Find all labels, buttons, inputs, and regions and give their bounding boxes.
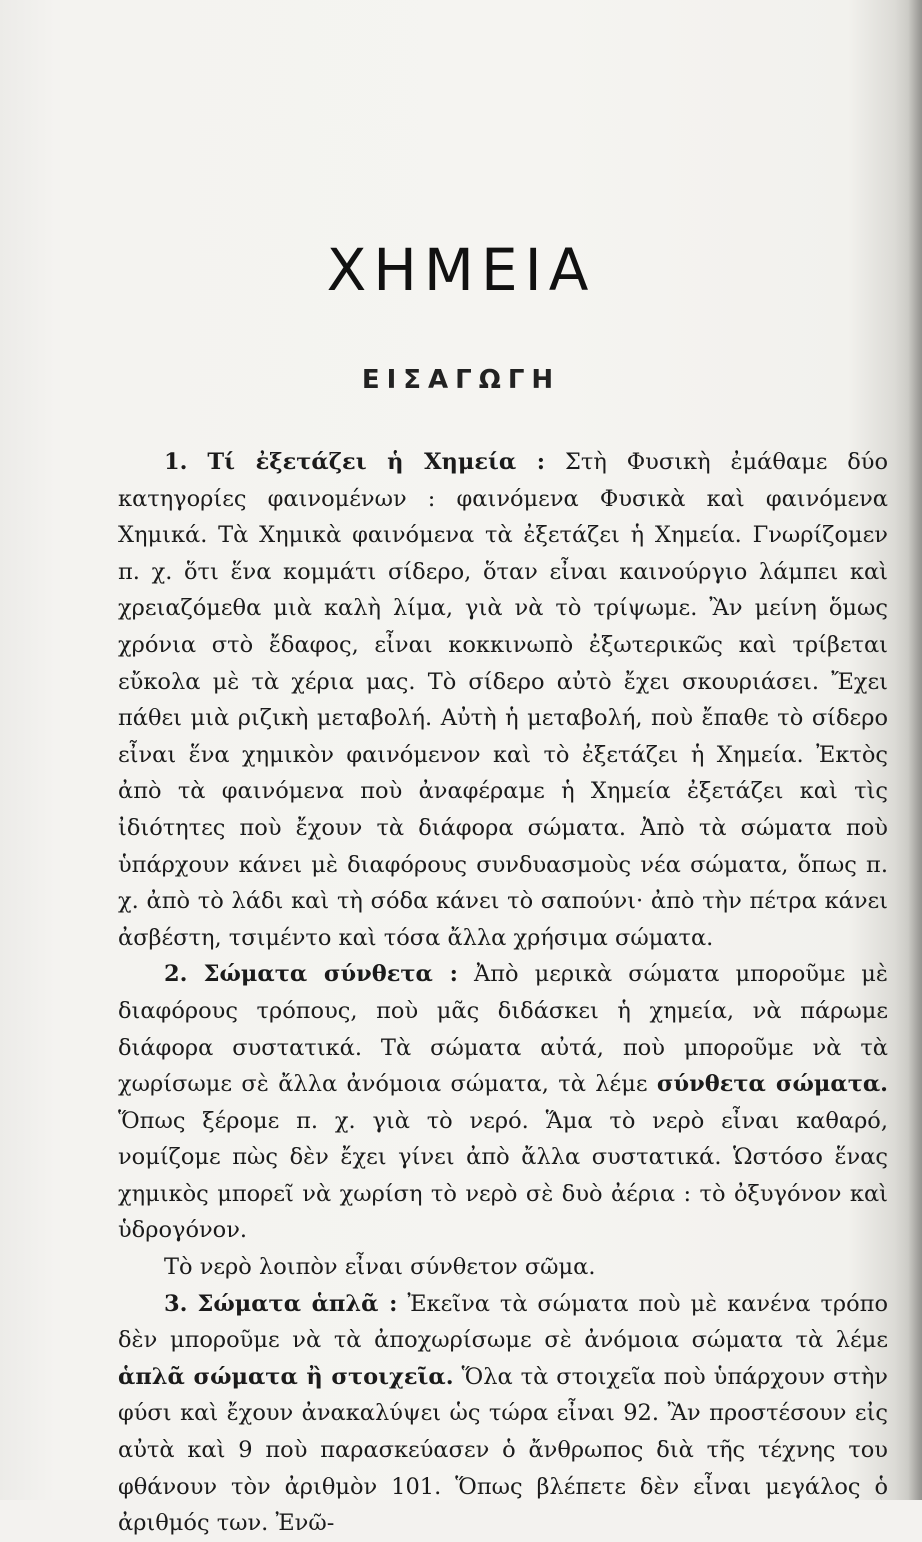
section-2-number: 2. bbox=[164, 961, 188, 988]
section-2-text-a: Ἀπὸ μερικὰ σώματα μποροῦμε μὲ διαφόρους τρόπους, ποὺ μᾶς διδάσκει ἡ χημεία, νὰ πάρωμε διάφορα συστατικά. Τὰ σώματα αὐτά, ποὺ μποροῦμε νὰ τὰ χωρίσωμε σὲ ἄλλα ἀνόμοια σώματα, τὰ λέμε bbox=[118, 961, 889, 1098]
section-3-term: ἁπλᾶ σώματα ἢ στοιχεῖα. bbox=[118, 1363, 454, 1390]
chapter-subtitle: ΕΙΣΑΓΩΓΗ bbox=[361, 365, 561, 395]
section-1-paragraph bbox=[118, 444, 888, 956]
section-1-text: Στὴ Φυσικὴ ἐμάθαμε δύο κατηγορίες φαινομένων : φαινόμενα Φυσικὰ καὶ φαινόμενα Χημικά. Τὰ Χημικὰ φαινόμενα τὰ ἐξετάζει ἡ Χημεία. Γνωρίζομεν π. χ. ὅτι ἕνα κομμάτι σίδερο, ὅταν εἶναι καινούργιο λάμπει καὶ χρειαζόμεθα μιὰ καλὴ λίμα, γιὰ νὰ τὸ τρίψωμε. Ἂν μείνη ὅμως χρόνια στὸ ἔδαφος, εἶναι κοκκινωπὸ ἐξωτερικῶς καὶ τρίβεται εὔκολα μὲ τὰ χέρια μας. Τὸ σίδερο αὐτὸ ἔχει σκουριάσει. Ἔχει πάθει μιὰ ριζικὴ μεταβολή. Αὐτὴ ἡ μεταβολή, ποὺ ἔπαθε τὸ σίδερο εἶναι ἕνα χημικὸν φαινόμενον καὶ τὸ ἐξετάζει ἡ Χημεία. Ἐκτὸς ἀπὸ τὰ φαινόμενα ποὺ ἀναφέραμε ἡ Χημεία ἐξετάζει καὶ τὶς ἰδιότητες ποὺ ἔχουν τὰ διάφορα σώματα. Ἀπὸ τὰ σώματα ποὺ ὑπάρχουν κάνει μὲ διαφόρους συνδυασμοὺς νέα σώματα, ὅπως π. χ. ἀπὸ τὸ λάδι καὶ τὴ σόδα κάνει τὸ σαπούνι· ἀπὸ τὴν πέτρα κάνει ἀσβέστη, τσιμέντο καὶ τόσα ἄλλα χρήσιμα σώματα. bbox=[118, 449, 889, 951]
section-3-paragraph bbox=[118, 1286, 888, 1542]
section-3-text-a: Ἐκεῖνα τὰ σώματα ποὺ μὲ κανένα τρόπο δὲν μποροῦμε νὰ τὰ ἀποχωρίσωμε σὲ ἀνόμοια σώματα τὰ λέμε bbox=[118, 1290, 889, 1354]
section-1-heading: Τί ἐξετάζει ἡ Χημεία : bbox=[207, 449, 546, 475]
section-3-number: 3. bbox=[164, 1290, 188, 1317]
section-2-text-b: Ὅπως ξέρομε π. χ. γιὰ τὸ νερό. Ἅμα τὸ νερὸ εἶναι καθαρό, νομίζομε πὼς δὲν ἔχει γίνει ἀπὸ ἄλλα συστατικά. Ὡστόσο ἕνας χημικὸς μπορεῖ νὰ χωρίση τὸ νερὸ σὲ δυὸ ἀέρια : τὸ ὀξυγόνον καὶ ὑδρογόνον. bbox=[118, 1107, 888, 1244]
section-2-paragraph bbox=[118, 956, 888, 1249]
section-3-heading: Σώματα ἁπλᾶ : bbox=[197, 1290, 398, 1317]
body-text bbox=[118, 444, 888, 1542]
section-2-term: σύνθετα σώματα. bbox=[656, 1071, 888, 1098]
page-title: ΧΗΜΕΙΑ bbox=[326, 236, 596, 304]
section-1-number: 1. bbox=[164, 449, 188, 475]
section-2-heading: Σώματα σύνθετα : bbox=[203, 961, 458, 988]
section-2-extra-paragraph: Τὸ νερὸ λοιπὸν εἶναι σύνθετον σῶμα. bbox=[164, 1254, 596, 1281]
page-edge-shadow bbox=[908, 0, 922, 1500]
section-3-text-b: Ὅλα τὰ στοιχεῖα ποὺ ὑπάρχουν στὴν φύσι καὶ ἔχουν ἀνακαλύψει ὡς τώρα εἶναι 92. Ἂν προστέσουν εἰς αὐτὰ καὶ 9 ποὺ παρασκεύασεν ὁ ἄνθρωπος διὰ τῆς τέχνης του φθάνουν τὸν ἀριθμὸν 101. Ὅπως βλέπετε δὲν εἶναι μεγάλος ὁ ἀριθμός των. Ἐνῶ- bbox=[118, 1363, 888, 1537]
